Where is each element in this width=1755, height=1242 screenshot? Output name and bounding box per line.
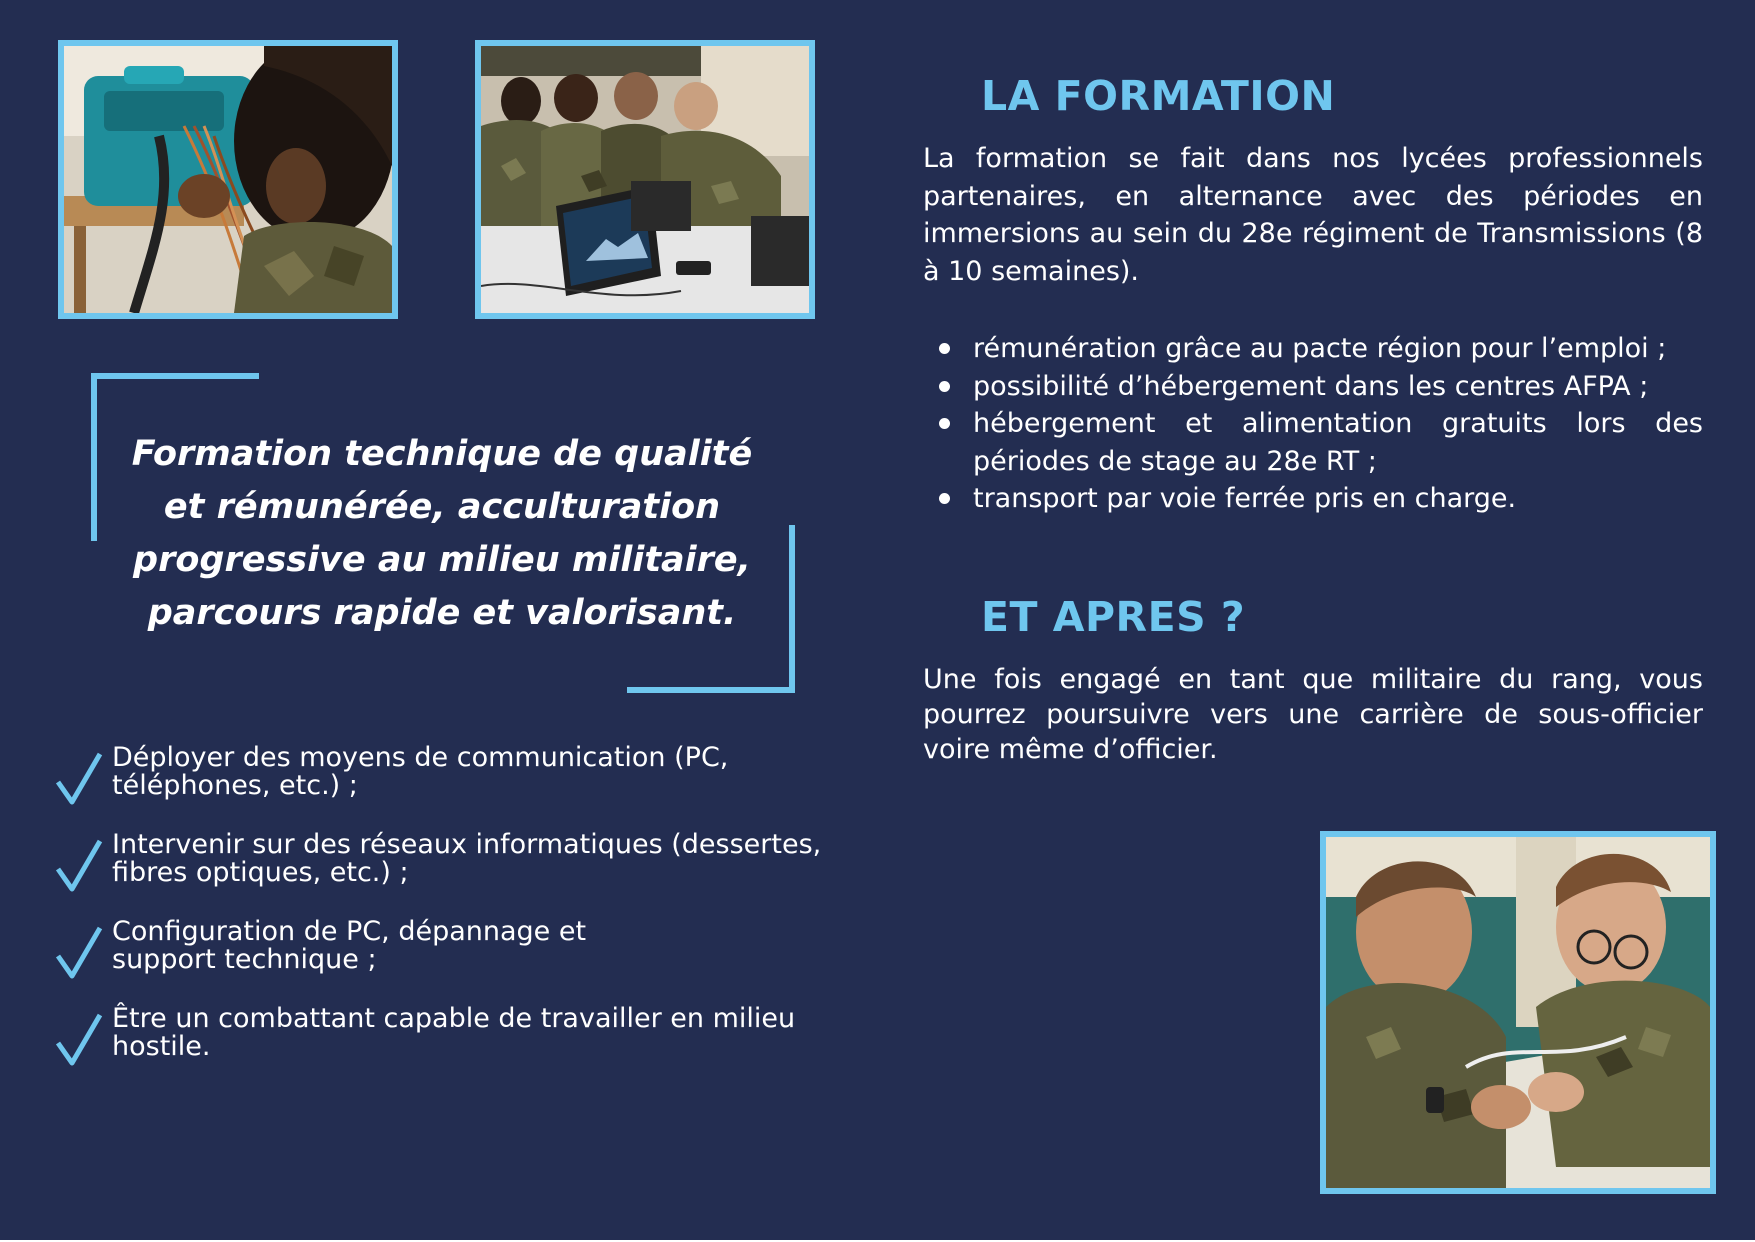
bullet-dot-icon <box>939 418 950 429</box>
quote-text: Formation technique de qualité et rémunérée, acculturation progressive au milieu militaire, parcours rapide et valorisant. <box>131 434 753 633</box>
checkmark-icon <box>54 922 104 980</box>
formation-text: La formation se fait dans nos lycées professionnels partenaires, en alternance avec des périodes en immersions au sein du 28e régiment de Transmissions (8 à 10 semaines). <box>923 143 1703 287</box>
formation-bullet-item <box>923 480 1703 518</box>
formation-bullet-text: transport par voie ferrée pris en charge. <box>973 483 1517 514</box>
checklist-item-text: Déployer des moyens de communication (PC, téléphones, etc.) ; <box>112 742 729 801</box>
apres-text: Une fois engagé en tant que militaire du rang, vous pourrez poursuivre vers une carrière de sous-officier voire même d’officier. <box>923 664 1703 765</box>
checklist-item <box>52 918 852 974</box>
formation-bullet-item <box>923 405 1703 480</box>
checklist-item <box>52 1005 852 1061</box>
quote-frame-left <box>91 373 97 541</box>
formation-bullet-text: rémunération grâce au pacte région pour l’emploi ; <box>973 333 1667 364</box>
photo-soldier-wiring <box>58 40 398 319</box>
checklist-item-text: Être un combattant capable de travailler en milieu hostile. <box>112 1003 796 1062</box>
skills-checklist <box>52 744 852 1061</box>
quote-frame-top <box>91 373 259 379</box>
checkmark-icon <box>54 835 104 893</box>
checklist-item-text: Configuration de PC, dépannage et support technique ; <box>112 916 587 975</box>
photo-two-soldiers-cable-image <box>1326 837 1710 1188</box>
checkmark-icon <box>54 1009 104 1067</box>
checklist-item <box>52 744 852 800</box>
checklist-item-text: Intervenir sur des réseaux informatiques (dessertes, fibres optiques, etc.) ; <box>112 829 822 888</box>
bullet-dot-icon <box>939 493 950 504</box>
formation-bullet-item <box>923 368 1703 406</box>
quote-frame-bottom <box>627 687 795 693</box>
checklist-item <box>52 831 852 887</box>
apres-heading: ET APRES ? <box>981 593 1246 641</box>
formation-heading: LA FORMATION <box>981 72 1336 120</box>
formation-bullets <box>923 330 1703 518</box>
checkmark-icon <box>54 748 104 806</box>
formation-bullet-text: possibilité d’hébergement dans les centres AFPA ; <box>973 370 1649 402</box>
bullet-dot-icon <box>939 343 950 354</box>
photo-two-soldiers-cable <box>1320 831 1716 1194</box>
formation-bullet-item <box>923 330 1703 368</box>
formation-bullet-text: hébergement et alimentation gratuits lors des périodes de stage au 28e RT ; <box>973 408 1703 477</box>
photo-group-laptop <box>475 40 815 319</box>
photo-group-laptop-image <box>481 46 809 313</box>
quote-frame-right <box>789 525 795 693</box>
photo-soldier-wiring-image <box>64 46 392 313</box>
bullet-dot-icon <box>939 381 950 392</box>
